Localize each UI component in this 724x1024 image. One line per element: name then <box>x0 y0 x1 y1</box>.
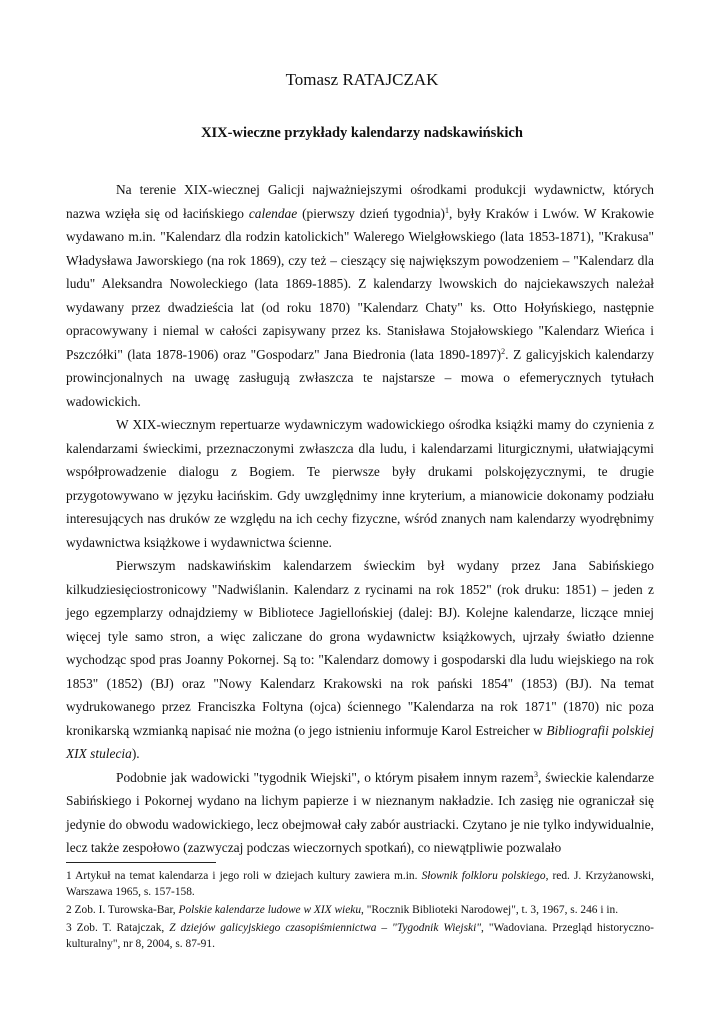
italic-term: calendae <box>248 205 298 221</box>
footnote-ref-2[interactable]: 2 <box>501 346 506 356</box>
text-run: Na terenie XIX-wiecznej Galicji najważniejszymi ośrodkami produkcji wydawnictw, których nazwa wzięła się od łacińskiego <box>66 182 654 221</box>
italic-title: Z dziejów galicyjskiego czasopiśmiennictwa – "Tygodnik Wiejski" <box>169 922 482 934</box>
text-run: , "Wadoviana. Przegląd historyczno-kulturalny", nr 8, 2004, s. 87-91. <box>66 922 654 950</box>
text-run: 3 Zob. T. Ratajczak, <box>66 922 170 934</box>
text-run: ). <box>131 746 140 761</box>
text-run: , red. J. Krzyżanowski, Warszawa 1965, s. 157-158. <box>66 870 654 898</box>
text-run: , świeckie kalendarze Sabińskiego i Pokornej wydano na lichym papierze i w nieznanym nakładzie. Ich zasięg nie ograniczał się jedynie do obwodu wadowickiego, lecz obejmował cały zabór austriacki. Czytano je nie tylko indywidualnie, lecz także zespołowo (zazwyczaj podczas wieczornych spotkań), co niewątpliwie pozwalało <box>66 769 655 855</box>
italic-title: Bibliografii polskiej XIX stulecia <box>66 722 654 761</box>
footnote-ref-3[interactable]: 3 <box>533 769 538 779</box>
paragraph-2: W XIX-wiecznym repertuarze wydawniczym wadowickiego ośrodka książki mamy do czynienia z kalendarzami świeckimi, przeznaczonymi zwłaszcza dla ludu, i kalendarzami liturgicznymi, ułatwiającymi współprowadzenie dialogu z Bogiem. Te pierwsze były drukami polskojęzycznymi, te drugie przygotowywano w języku łacińskim. Gdy uwzględnimy inne kryterium, a mianowicie dokonamy podziału interesujących nas druków ze względu na ich cechy fizyczne, wśród znanych nam kalendarzy wyodrębnimy wydawnictwa książkowe i wydawnictwa ścienne. <box>66 417 654 550</box>
italic-title: Polskie kalendarze ludowe w XIX wieku <box>178 904 362 916</box>
footnote-ref-1[interactable]: 1 <box>444 205 449 215</box>
author-name: Tomasz RATAJCZAK <box>285 70 439 89</box>
text-run: . Z galicyjskich kalendarzy prowincjonalnych na uwagę zasługują zwłaszcza te najstarsze – mowa o efemerycznych tytułach wadowickich. <box>66 346 655 409</box>
text-run: , były Kraków i Lwów. W Krakowie wydawano m.in. "Kalendarz dla rodzin katolickich" Walerego Wielgłowskiego (lata 1853-1871), "Krakusa" Władysława Jaworskiego (na rok 1869), czy też – cieszący się największym powodzeniem – "Kalendarz dla ludu" Aleksandra Nowoleckiego (lata 1869-1885). Z kalendarzy lwowskich do najciekawszych należał wydawany przez dwadzieścia lat (od roku 1870) "Kalendarz Chaty" ks. Otto Hołyńskiego, następnie opracowywany i niemal w całości zapisywany przez ks. Stanisława Stojałowskiego "Kalendarz Wieńca i Pszczółki" (lata 1878-1906) oraz "Gospodarz" Jana Biedronia (lata 1890-1897) <box>66 205 654 362</box>
text-run: 2 Zob. I. Turowska-Bar, <box>66 904 179 916</box>
text-run: Pierwszym nadskawińskim kalendarzem świeckim był wydany przez Jana Sabińskiego kilkudziesięciostronicowy "Nadwiślanin. Kalendarz z rycinami na rok 1852" (rok druku: 1851) – jeden z jego egzemplarzy odnajdziemy w Bibliotece Jagiellońskiej (dalej: BJ). Kolejne kalendarze, liczące mniej więcej tyle samo stron, a więc zaliczane do grona wydawnictw książkowych, ujrzały światło dzienne wychodząc spod pras Joanny Pokornej. Są to: "Kalendarz domowy i gospodarski dla ludu wiejskiego na rok 1853" (1852) (BJ) oraz "Nowy Kalendarz Krakowski na rok pański 1854" (1853) (BJ). Na temat wydrukowanego przez Franciszka Foltyna (ojca) ściennego "Kalendarza na rok 1871" (1870) nic poza kronikarską wzmianką napisać nie można (o jego istnieniu informuje Karol Estreicher w <box>66 558 654 738</box>
article-title: XIX-wieczne przykłady kalendarzy nadskawińskich <box>201 125 523 141</box>
footnote-divider <box>66 862 216 863</box>
paragraph-1 <box>66 178 654 413</box>
text-run: , "Rocznik Biblioteki Narodowej", t. 3, 1967, s. 246 i in. <box>361 904 619 916</box>
paragraph-4 <box>66 766 654 860</box>
article-body <box>66 178 654 860</box>
text-run: Podobnie jak wadowicki "tygodnik Wiejski", o którym pisałem innym razem <box>116 769 534 785</box>
text-run: 1 Artykuł na temat kalendarza i jego roli w dziejach kultury zawiera m.in. <box>66 870 422 882</box>
italic-title: Słownik folkloru polskiego <box>421 870 546 882</box>
text-run: (pierwszy dzień tygodnia) <box>297 205 445 221</box>
footnotes <box>66 868 654 954</box>
footnote-1 <box>66 868 654 900</box>
footnote-2 <box>66 902 654 918</box>
paragraph-3 <box>66 554 654 766</box>
footnote-3 <box>66 920 654 952</box>
